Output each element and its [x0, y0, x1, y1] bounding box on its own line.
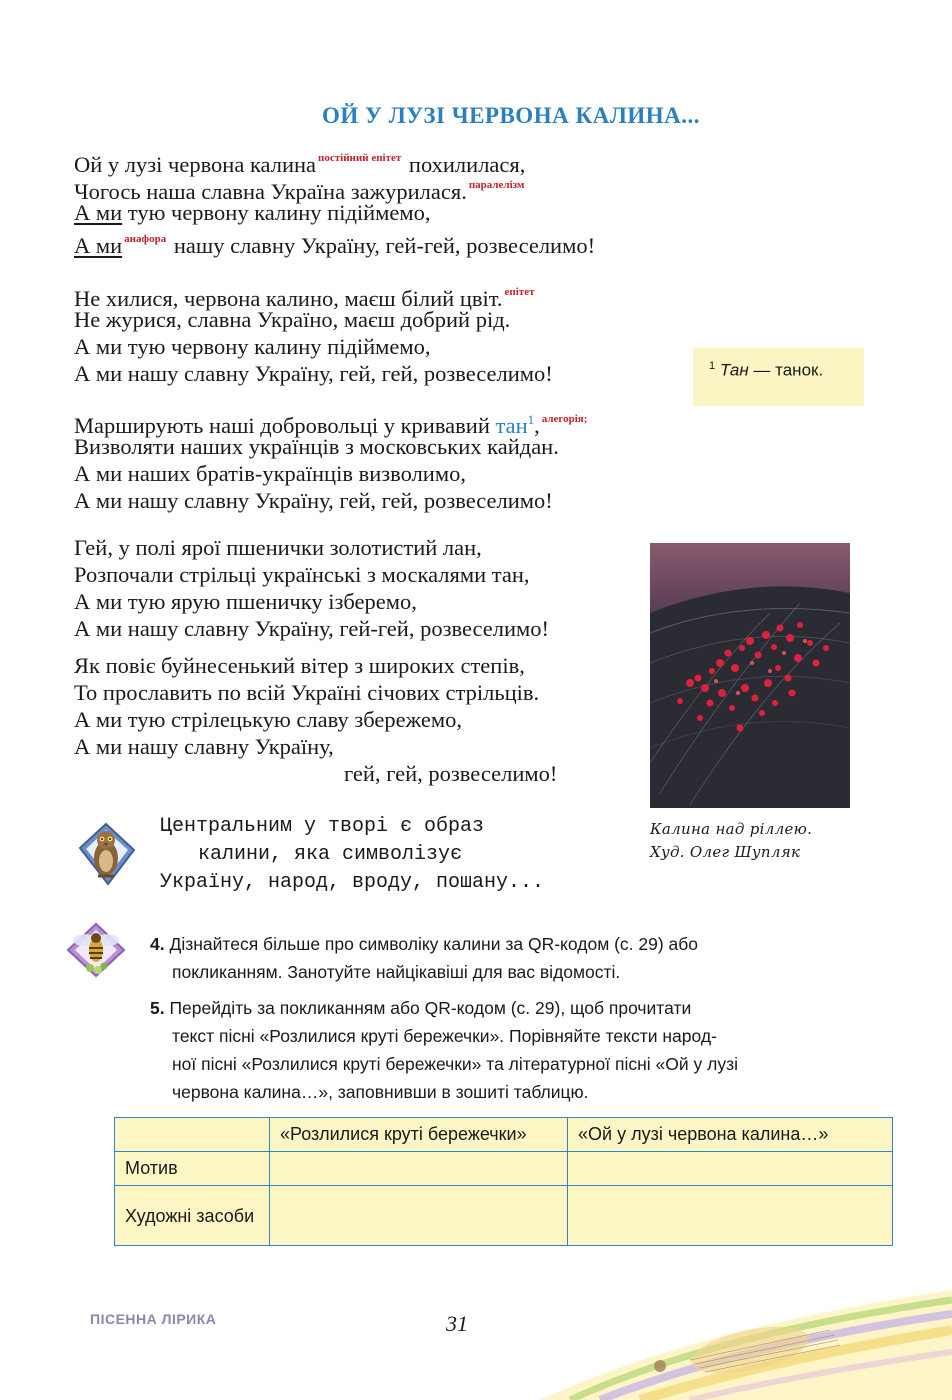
verse-text: Марширують наші добровольці у кривавий	[74, 413, 496, 438]
table-cell	[568, 1186, 893, 1246]
verse-text: Не хилися, червона калино, маєш білий цвіт.	[74, 286, 503, 311]
painting-kalyna-over-field	[650, 543, 850, 808]
verse-text: Чогось наша славна Україна зажурилася.	[74, 179, 467, 204]
verse-line: Як повіє буйнесенький вітер з широких степів,	[74, 653, 525, 678]
task-line: покликанням. Занотуйте найцікавіші для вас відомості.	[172, 962, 621, 982]
stanza-2	[74, 279, 553, 387]
verse-line	[74, 199, 595, 226]
verse-line: А ми тую ярую пшеничку ізберемо,	[74, 589, 417, 614]
table-header-cell: «Розлилися круті бережечки»	[270, 1118, 568, 1152]
page-title: ОЙ У ЛУЗІ ЧЕРВОНА КАЛИНА...	[321, 103, 701, 128]
annotation-label: епітет	[504, 286, 535, 298]
task-line: червона калина…», заповнивши в зошиті таблицю.	[172, 1082, 589, 1102]
footnote-definition: — танок.	[748, 360, 824, 380]
task-number: 4.	[150, 934, 165, 954]
footnote-box	[693, 348, 864, 406]
annotation-label: паралелізм	[468, 179, 525, 191]
verse-line: А ми тую стрілецькую славу збережемо,	[74, 707, 462, 732]
insight-text	[160, 813, 560, 897]
decorative-bandura-wave	[540, 1290, 952, 1400]
task-line: текст пісні «Розлилися круті бережечки». Порівняйте тексти народ-	[172, 1026, 717, 1046]
verse-text: тую червону калину підіймемо,	[122, 200, 431, 225]
task-text: Дізнайтеся більше про символіку калини за QR-кодом (с. 29) або	[164, 934, 699, 954]
table-row	[115, 1152, 893, 1186]
caption-artist: Худ. Олег Шупляк	[650, 843, 801, 861]
table-row-label: Мотив	[115, 1152, 270, 1186]
verse-line: А ми нашу славну Україну, гей, гей, розвеселимо!	[74, 361, 553, 386]
bee-icon	[60, 918, 132, 980]
footnote-term: Тан	[719, 360, 749, 380]
painting-caption	[650, 818, 870, 864]
table-corner-cell	[115, 1118, 270, 1152]
footnote-ref: 1	[527, 412, 535, 427]
verse-line: А ми тую червону калину підіймемо,	[74, 334, 431, 359]
page-number: 31	[446, 1311, 468, 1336]
verse-text: Ой у лузі червона калина	[74, 152, 317, 177]
task-4	[150, 930, 850, 986]
stanza-3	[74, 406, 589, 514]
task-5	[150, 994, 850, 1106]
table-cell	[270, 1186, 568, 1246]
section-name: ПІСЕННА ЛІРИКА	[90, 1311, 217, 1327]
verse-text: нашу славну Україну, гей-гей, розвеселимо!	[168, 233, 596, 258]
insight-line: Україну, народ, вроду, пошану...	[160, 871, 545, 894]
verse-line: Гей, у полі ярої пшенички золотистий лан,	[74, 535, 482, 560]
verse-line: А ми нашу славну Україну, гей-гей, розвеселимо!	[74, 616, 549, 641]
footnote-number: 1	[709, 360, 716, 372]
insight-line: калини, яка символізує	[198, 843, 463, 866]
table-header-cell: «Ой у лузі червона калина…»	[568, 1118, 893, 1152]
table-row-label: Художні засоби	[115, 1186, 270, 1246]
verse-line: Розпочали стрільці українські з москалями тан,	[74, 562, 530, 587]
owl-icon	[72, 818, 142, 890]
verse-line	[74, 406, 589, 438]
annotation-label: алегорія;	[541, 413, 588, 425]
verse-line: гей, гей, розвеселимо!	[344, 761, 558, 786]
verse-line: А ми наших братів-українців визволимо,	[74, 461, 466, 486]
verse-line	[74, 145, 595, 177]
stanza-1	[74, 145, 596, 258]
verse-text: ,	[534, 413, 540, 438]
verse-line	[74, 279, 553, 311]
comparison-table	[114, 1117, 893, 1246]
task-number: 5.	[150, 998, 165, 1018]
task-line	[150, 994, 850, 1022]
table-cell	[568, 1152, 893, 1186]
task-line	[150, 930, 850, 958]
verse-line: А ми нашу славну Україну, гей, гей, розвеселимо!	[74, 488, 553, 513]
insight-line: Центральним у творі є образ	[160, 815, 485, 838]
stanza-5	[74, 652, 557, 787]
annotation-label: постійний епітет	[318, 152, 402, 164]
verse-line: То прославить по всій Україні січових стрільців.	[74, 680, 540, 705]
table-cell	[270, 1152, 568, 1186]
stanza-4	[74, 534, 549, 642]
verse-line	[74, 226, 596, 258]
table-header-row	[115, 1118, 893, 1152]
task-text: Перейдіть за покликанням або QR-кодом (с. 29), щоб прочитати	[164, 998, 692, 1018]
table-row	[115, 1186, 893, 1246]
footnoted-word: тан	[495, 413, 528, 438]
annotation-label: анафора	[124, 233, 167, 245]
verse-line: А ми нашу славну Україну,	[74, 734, 334, 759]
verse-text: похилилася,	[403, 152, 526, 177]
task-line: ної пісні «Розлилися круті бережечки» та літературної пісні «Ой у лузі	[172, 1054, 739, 1074]
anaphora-underlined: А ми	[74, 200, 123, 225]
verse-line: Не журися, славна Україно, маєш добрий рід.	[74, 307, 511, 332]
anaphora-underlined: А ми	[74, 233, 123, 258]
caption-title: Калина над ріллею.	[650, 820, 813, 838]
verse-line: Визволяти наших українців з московських кайдан.	[74, 434, 559, 459]
verse-line	[74, 172, 595, 204]
